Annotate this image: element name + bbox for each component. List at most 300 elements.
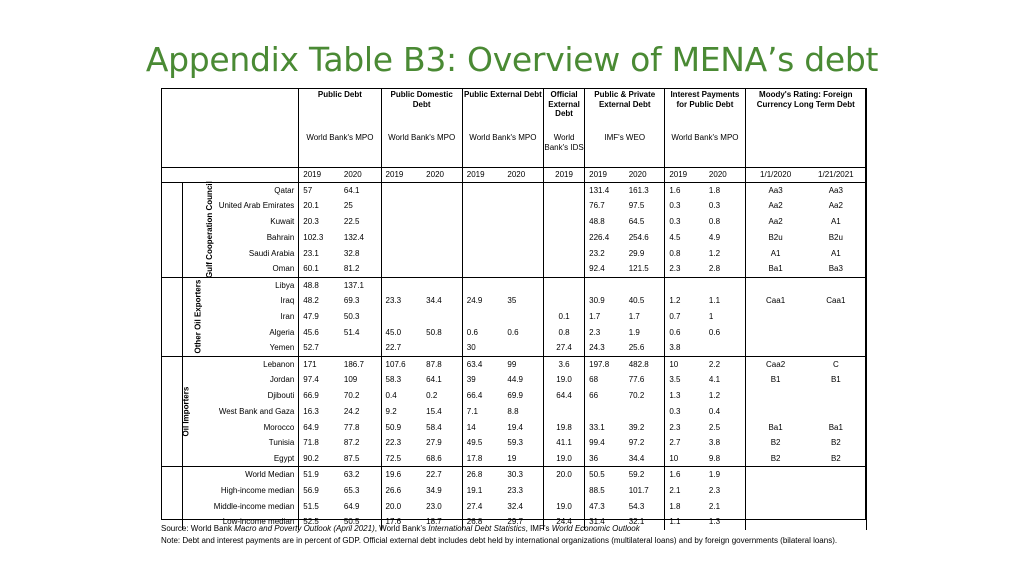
value-cell xyxy=(381,214,422,230)
value-cell: 68.6 xyxy=(422,451,462,467)
value-cell: 88.5 xyxy=(589,485,605,495)
value-cell xyxy=(422,183,462,199)
value-cell: 87.8 xyxy=(422,356,462,372)
value-cell: 26.6 xyxy=(385,485,402,495)
value-cell: B2 xyxy=(770,438,781,448)
value-cell: 1.1 xyxy=(705,293,745,309)
year-header: 2019 xyxy=(544,168,585,183)
value-cell xyxy=(381,246,422,262)
value-cell: 97.5 xyxy=(625,198,665,214)
value-cell xyxy=(745,467,806,483)
value-cell: A1 xyxy=(806,214,867,230)
value-cell: 51.4 xyxy=(340,325,381,341)
column-source: IMF's WEO xyxy=(585,128,665,168)
value-cell: 2.8 xyxy=(705,261,745,277)
table-row xyxy=(161,372,867,388)
value-cell: 27.9 xyxy=(422,435,462,451)
value-cell: 33.1 xyxy=(589,422,605,432)
value-cell xyxy=(806,277,867,293)
value-cell: 39.2 xyxy=(625,419,665,435)
value-cell xyxy=(544,246,585,262)
value-cell: Ba1 xyxy=(768,422,783,432)
value-cell: 68 xyxy=(589,375,599,385)
value-cell: 50.5 xyxy=(585,467,625,483)
table-row xyxy=(161,246,867,262)
value-cell xyxy=(544,214,585,230)
value-cell: 1.6 xyxy=(665,183,705,199)
value-cell: 109 xyxy=(340,372,381,388)
value-cell xyxy=(806,340,867,356)
column-header: Moody's Rating: Foreign Currency Long Term Debt xyxy=(745,88,866,128)
value-cell: 27.4 xyxy=(544,340,585,356)
value-cell xyxy=(705,340,745,356)
value-cell: 65.3 xyxy=(340,483,381,499)
value-cell: 72.5 xyxy=(385,453,402,463)
table-row xyxy=(161,340,867,356)
value-cell: Aa3 xyxy=(806,183,867,199)
value-cell: 2.2 xyxy=(705,356,745,372)
column-header: Public Debt xyxy=(299,88,381,128)
value-cell xyxy=(585,277,625,293)
year-header: 2019 xyxy=(299,168,340,183)
value-cell xyxy=(503,183,543,199)
value-cell: 30.9 xyxy=(589,296,605,306)
value-cell: 99 xyxy=(503,356,543,372)
value-cell: 90.2 xyxy=(303,453,319,463)
value-cell xyxy=(422,214,462,230)
value-cell: 20.1 xyxy=(303,201,319,211)
value-cell: 58.4 xyxy=(422,419,462,435)
value-cell xyxy=(422,261,462,277)
table-row xyxy=(161,467,867,483)
value-cell xyxy=(462,277,503,293)
year-header: 1/1/2020 xyxy=(745,168,806,183)
value-cell xyxy=(705,277,745,293)
value-cell: 197.8 xyxy=(585,356,625,372)
value-cell: 35 xyxy=(503,293,543,309)
value-cell: 1.1 xyxy=(669,517,681,527)
year-header: 2019 xyxy=(665,168,705,183)
value-cell xyxy=(381,183,422,199)
value-cell xyxy=(462,246,503,262)
table-row xyxy=(161,483,867,499)
value-cell: 39 xyxy=(466,375,476,385)
group-label xyxy=(161,181,214,279)
value-cell: 19.6 xyxy=(381,467,422,483)
value-cell: 87.2 xyxy=(340,435,381,451)
value-cell: 18.7 xyxy=(422,514,462,530)
value-cell: 32.1 xyxy=(625,514,665,530)
table-row xyxy=(161,261,867,277)
value-cell: 15.4 xyxy=(422,404,462,420)
value-cell: 45.0 xyxy=(385,327,402,337)
value-cell xyxy=(422,277,462,293)
value-cell: 1.7 xyxy=(589,311,601,321)
value-cell: 64.1 xyxy=(340,183,381,199)
value-cell: 3.8 xyxy=(669,343,681,353)
value-cell: 51.9 xyxy=(299,467,340,483)
country-name: Oman xyxy=(183,261,299,277)
country-name: Middle-income median xyxy=(183,498,299,514)
year-header: 2019 xyxy=(462,168,503,183)
value-cell xyxy=(422,309,462,325)
value-cell: 19 xyxy=(503,451,543,467)
table-row xyxy=(161,293,867,309)
value-cell: 41.1 xyxy=(544,435,585,451)
value-cell: 34.4 xyxy=(422,293,462,309)
value-cell: 0.3 xyxy=(669,201,681,211)
value-cell xyxy=(381,198,422,214)
value-cell xyxy=(503,309,543,325)
value-cell xyxy=(462,214,503,230)
value-cell: 0.3 xyxy=(669,217,681,227)
value-cell: 24.2 xyxy=(340,404,381,420)
value-cell: 87.5 xyxy=(340,451,381,467)
country-name: Bahrain xyxy=(183,230,299,246)
value-cell xyxy=(544,483,585,499)
value-cell: 48.8 xyxy=(299,277,340,293)
value-cell xyxy=(544,404,585,420)
country-name: World Median xyxy=(183,467,299,483)
value-cell: 0.2 xyxy=(422,388,462,404)
year-header: 2020 xyxy=(340,168,381,183)
header-spacer xyxy=(161,168,299,183)
value-cell xyxy=(806,483,867,499)
value-cell: 1.2 xyxy=(669,296,681,306)
value-cell: 56.9 xyxy=(303,485,319,495)
value-cell: 66 xyxy=(589,390,599,400)
value-cell: Caa2 xyxy=(745,356,806,372)
value-cell: 52.5 xyxy=(303,517,319,527)
slide-title: Appendix Table B3: Overview of MENA’s debt xyxy=(145,40,879,79)
value-cell: 45.6 xyxy=(303,327,319,337)
year-header: 1/21/2021 xyxy=(806,168,867,183)
table-row xyxy=(161,498,867,514)
value-cell: 63.2 xyxy=(340,467,381,483)
value-cell: 1.9 xyxy=(625,325,665,341)
value-cell: 70.2 xyxy=(625,388,665,404)
value-cell xyxy=(544,261,585,277)
table-row xyxy=(161,183,867,199)
footnote: Note: Debt and interest payments are in percent of GDP. Official external debt includes debt held by international organizations (multilateral loans) and by foreign governments (bilateral loans). xyxy=(161,536,838,545)
value-cell: 14 xyxy=(466,422,476,432)
value-cell: 1.3 xyxy=(669,390,681,400)
value-cell: 81.2 xyxy=(340,261,381,277)
value-cell: 0.6 xyxy=(669,327,681,337)
value-cell: 161.3 xyxy=(625,183,665,199)
country-name: Tunisia xyxy=(183,435,299,451)
table-row xyxy=(161,198,867,214)
value-cell: 23.0 xyxy=(422,498,462,514)
column-source: World Bank's MPO xyxy=(665,128,745,168)
value-cell: 27.4 xyxy=(466,501,483,511)
value-cell xyxy=(745,388,806,404)
value-cell: 58.3 xyxy=(385,375,402,385)
value-cell xyxy=(745,404,806,420)
value-cell xyxy=(625,277,665,293)
value-cell: 254.6 xyxy=(625,230,665,246)
value-cell: 137.1 xyxy=(340,277,381,293)
country-name: Yemen xyxy=(183,340,299,356)
column-header: Interest Payments for Public Debt xyxy=(665,88,745,128)
country-name: Morocco xyxy=(183,419,299,435)
value-cell xyxy=(381,230,422,246)
value-cell: 64.1 xyxy=(422,372,462,388)
value-cell: 107.6 xyxy=(381,356,422,372)
column-header: Public External Debt xyxy=(462,88,543,128)
year-header: 2020 xyxy=(503,168,543,183)
value-cell xyxy=(745,309,806,325)
year-header: 2020 xyxy=(625,168,665,183)
value-cell: 4.1 xyxy=(705,372,745,388)
country-name: United Arab Emirates xyxy=(183,198,299,214)
value-cell: 171 xyxy=(299,356,340,372)
value-cell xyxy=(585,404,625,420)
value-cell: 59.3 xyxy=(503,435,543,451)
value-cell: 29.9 xyxy=(625,246,665,262)
country-name: Saudi Arabia xyxy=(183,246,299,262)
value-cell: B2 xyxy=(770,453,781,463)
table-row xyxy=(161,451,867,467)
value-cell: B2u xyxy=(806,230,867,246)
table-row xyxy=(161,404,867,420)
value-cell: 2.3 xyxy=(669,422,681,432)
value-cell: 4.5 xyxy=(669,232,681,242)
source-note: Source: World Bank Macro and Poverty Outlook (April 2021), World Bank’s International Debt Statistics, IMF’s World Economic Outlook xyxy=(161,524,640,533)
value-cell: Caa1 xyxy=(766,296,786,306)
value-cell xyxy=(503,277,543,293)
value-cell: 20.0 xyxy=(544,467,585,483)
column-header: Public Domestic Debt xyxy=(381,88,462,128)
value-cell xyxy=(665,277,705,293)
value-cell: 19.0 xyxy=(544,451,585,467)
value-cell: 24.3 xyxy=(589,343,605,353)
year-header: 2020 xyxy=(422,168,462,183)
value-cell: 50.3 xyxy=(340,309,381,325)
value-cell: Caa1 xyxy=(806,293,867,309)
value-cell: 0.4 xyxy=(385,390,397,400)
value-cell xyxy=(503,340,543,356)
value-cell xyxy=(462,198,503,214)
country-name: Low-income median xyxy=(183,514,299,530)
value-cell: 102.3 xyxy=(303,232,324,242)
table-row xyxy=(161,230,867,246)
value-cell: 2.7 xyxy=(669,438,681,448)
country-name: Iraq xyxy=(183,293,299,309)
value-cell: 25.6 xyxy=(625,340,665,356)
country-name: Iran xyxy=(183,309,299,325)
value-cell: 66.9 xyxy=(303,390,319,400)
value-cell: 1.7 xyxy=(625,309,665,325)
value-cell: 59.2 xyxy=(625,467,665,483)
column-source: World Bank's IDS xyxy=(544,128,585,168)
value-cell: 2.3 xyxy=(669,264,681,274)
country-name: Egypt xyxy=(183,451,299,467)
value-cell: 34.9 xyxy=(422,483,462,499)
value-cell: 47.9 xyxy=(303,311,319,321)
value-cell xyxy=(625,404,665,420)
value-cell xyxy=(544,230,585,246)
value-cell: 0.6 xyxy=(503,325,543,341)
table-row xyxy=(161,277,867,293)
value-cell: 1.2 xyxy=(705,388,745,404)
value-cell xyxy=(806,467,867,483)
debt-table xyxy=(161,88,867,530)
value-cell: C xyxy=(806,356,867,372)
value-cell: 64.9 xyxy=(303,422,319,432)
value-cell: 0.8 xyxy=(544,325,585,341)
table-row xyxy=(161,325,867,341)
table-row xyxy=(161,419,867,435)
value-cell: 3.6 xyxy=(544,356,585,372)
value-cell: 47.3 xyxy=(589,501,605,511)
country-name: Kuwait xyxy=(183,214,299,230)
value-cell: 0.7 xyxy=(669,311,681,321)
value-cell: B1 xyxy=(806,372,867,388)
country-name: West Bank and Gaza xyxy=(183,404,299,420)
value-cell: 23.3 xyxy=(503,483,543,499)
value-cell xyxy=(503,214,543,230)
value-cell: 186.7 xyxy=(340,356,381,372)
value-cell: B2 xyxy=(806,435,867,451)
value-cell: A1 xyxy=(806,246,867,262)
table-row xyxy=(161,309,867,325)
value-cell: 54.3 xyxy=(625,498,665,514)
value-cell: 131.4 xyxy=(585,183,625,199)
value-cell xyxy=(381,277,422,293)
value-cell: 19.8 xyxy=(544,419,585,435)
value-cell xyxy=(806,388,867,404)
value-cell xyxy=(544,293,585,309)
group-label xyxy=(161,277,203,356)
value-cell: 19.0 xyxy=(544,372,585,388)
value-cell: 64.5 xyxy=(625,214,665,230)
value-cell: 97.2 xyxy=(625,435,665,451)
group-label-text: Oil Importers xyxy=(181,386,191,437)
value-cell xyxy=(462,183,503,199)
value-cell: 51.5 xyxy=(303,501,319,511)
value-cell: 0.8 xyxy=(705,214,745,230)
value-cell: 3.8 xyxy=(705,435,745,451)
value-cell: 26.8 xyxy=(466,517,483,527)
value-cell: 19.1 xyxy=(466,485,483,495)
value-cell xyxy=(422,230,462,246)
value-cell: 121.5 xyxy=(625,261,665,277)
year-header: 2019 xyxy=(585,168,625,183)
value-cell: 0.1 xyxy=(544,309,585,325)
value-cell: 69.9 xyxy=(503,388,543,404)
value-cell: 101.7 xyxy=(625,483,665,499)
value-cell xyxy=(544,198,585,214)
value-cell: 64.9 xyxy=(340,498,381,514)
table-row xyxy=(161,356,867,372)
value-cell: 99.4 xyxy=(589,438,605,448)
value-cell: 1.6 xyxy=(665,467,705,483)
value-cell: 1.3 xyxy=(705,514,745,530)
value-cell: 77.8 xyxy=(340,419,381,435)
value-cell: 3.5 xyxy=(669,375,681,385)
value-cell: 2.5 xyxy=(705,419,745,435)
value-cell: A1 xyxy=(770,248,781,258)
value-cell: 57 xyxy=(299,183,340,199)
value-cell: 24.9 xyxy=(466,296,483,306)
value-cell: 482.8 xyxy=(625,356,665,372)
value-cell: 77.6 xyxy=(625,372,665,388)
value-cell xyxy=(381,261,422,277)
value-cell: B2u xyxy=(768,232,783,242)
value-cell: 26.8 xyxy=(462,467,503,483)
column-source xyxy=(745,128,866,168)
value-cell: 2.3 xyxy=(589,327,601,337)
table-row xyxy=(161,388,867,404)
value-cell: 97.4 xyxy=(303,375,319,385)
value-cell xyxy=(745,325,806,341)
value-cell xyxy=(544,277,585,293)
value-cell: Ba1 xyxy=(806,419,867,435)
group-label-text: Other Oil Exporters xyxy=(193,279,203,354)
value-cell xyxy=(462,309,503,325)
value-cell xyxy=(503,246,543,262)
value-cell: 22.7 xyxy=(385,343,402,353)
table-row xyxy=(161,214,867,230)
value-cell: 20.3 xyxy=(303,217,319,227)
value-cell: 48.8 xyxy=(589,217,605,227)
value-cell xyxy=(503,198,543,214)
value-cell: 40.5 xyxy=(625,293,665,309)
value-cell: 2.1 xyxy=(669,485,681,495)
value-cell: 10 xyxy=(669,453,679,463)
value-cell: 63.4 xyxy=(462,356,503,372)
value-cell: Ba3 xyxy=(806,261,867,277)
value-cell: 71.8 xyxy=(303,438,319,448)
value-cell: 20.0 xyxy=(385,501,402,511)
value-cell xyxy=(503,230,543,246)
value-cell: 50.5 xyxy=(340,514,381,530)
value-cell: 60.1 xyxy=(303,264,319,274)
value-cell xyxy=(745,483,806,499)
column-header: Public & Private External Debt xyxy=(585,88,665,128)
value-cell: Aa3 xyxy=(745,183,806,199)
value-cell xyxy=(806,325,867,341)
country-name: High-income median xyxy=(183,483,299,499)
value-cell: 34.4 xyxy=(625,451,665,467)
value-cell: 22.3 xyxy=(385,438,402,448)
value-cell xyxy=(340,340,381,356)
value-cell xyxy=(745,277,806,293)
value-cell: 23.1 xyxy=(303,248,319,258)
value-cell: 23.2 xyxy=(589,248,605,258)
value-cell: 70.2 xyxy=(340,388,381,404)
value-cell: 2.3 xyxy=(705,483,745,499)
value-cell: 17.6 xyxy=(385,517,402,527)
value-cell: 1.2 xyxy=(705,246,745,262)
value-cell: 50.8 xyxy=(422,325,462,341)
value-cell: 23.3 xyxy=(385,296,402,306)
value-cell: 31.4 xyxy=(589,517,605,527)
value-cell: 24.4 xyxy=(544,514,585,530)
value-cell: 10 xyxy=(665,356,705,372)
value-cell: Aa2 xyxy=(806,198,867,214)
group-label xyxy=(161,467,183,530)
column-header: Official External Debt xyxy=(544,88,585,128)
value-cell xyxy=(422,198,462,214)
value-cell: 30 xyxy=(466,343,476,353)
value-cell xyxy=(806,404,867,420)
value-cell xyxy=(422,340,462,356)
header-spacer xyxy=(161,88,299,128)
value-cell: 1.8 xyxy=(705,183,745,199)
value-cell: 1.9 xyxy=(705,467,745,483)
